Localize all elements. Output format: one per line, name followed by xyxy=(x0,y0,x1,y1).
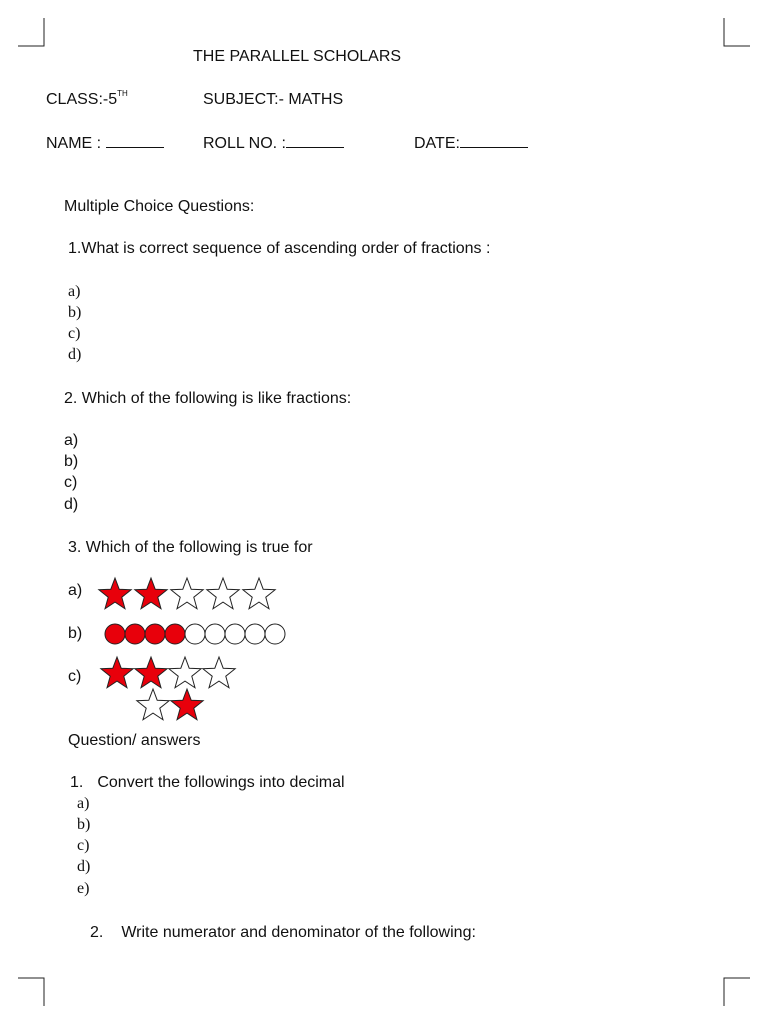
qa-q1-option-c: c) xyxy=(77,837,90,854)
q1-text: 1.What is correct sequence of ascending order of fractions : xyxy=(68,240,491,257)
class-label: CLASS:-5 xyxy=(46,91,118,108)
crop-mark-top-left xyxy=(0,0,60,60)
q3-option-a: a) xyxy=(68,582,83,599)
class-field xyxy=(46,91,128,109)
q3b-circle-3-filled xyxy=(145,624,165,644)
q1-option-c: c) xyxy=(68,325,81,342)
q3b-circle-2-filled xyxy=(125,624,145,644)
crop-mark-bottom-right xyxy=(708,964,768,1024)
q3c-row2-star-2-filled xyxy=(171,689,203,720)
qa-q1-number: 1. xyxy=(70,774,84,791)
qa-heading: Question/ answers xyxy=(68,732,201,749)
q3c-row1-star-2-filled xyxy=(135,657,167,688)
q3a-star-4-empty xyxy=(207,578,239,609)
q3b-circle-6-empty xyxy=(205,624,225,644)
qa-q1 xyxy=(70,774,345,792)
class-superscript: TH xyxy=(117,89,128,98)
crop-mark-bottom-left xyxy=(0,964,60,1024)
q2-option-d: d) xyxy=(64,496,79,513)
q3c-row2-star-1-empty xyxy=(137,689,169,720)
roll-label: ROLL NO. : xyxy=(203,135,286,152)
q3-option-c: c) xyxy=(68,668,82,685)
q3b-circle-7-empty xyxy=(225,624,245,644)
q3-option-b: b) xyxy=(68,625,83,642)
school-name: THE PARALLEL SCHOLARS xyxy=(193,48,402,65)
qa-q2 xyxy=(90,924,476,942)
q3a-star-1-filled xyxy=(99,578,131,609)
q3a-star-5-empty xyxy=(243,578,275,609)
q3b-circle-4-filled xyxy=(165,624,185,644)
q3a-star-2-filled xyxy=(135,578,167,609)
q3b-circle-1-filled xyxy=(105,624,125,644)
mcq-heading: Multiple Choice Questions: xyxy=(64,198,255,215)
qa-q2-text: Write numerator and denominator of the following: xyxy=(121,924,476,941)
q1-option-b: b) xyxy=(68,304,82,321)
qa-q1-option-b: b) xyxy=(77,816,91,833)
date-label: DATE: xyxy=(414,135,460,152)
q3-text: 3. Which of the following is true for xyxy=(68,539,313,556)
name-blank[interactable] xyxy=(106,133,164,148)
q2-option-b: b) xyxy=(64,453,79,470)
qa-q1-option-d: d) xyxy=(77,858,91,875)
q3a-star-3-empty xyxy=(171,578,203,609)
qa-q1-option-a: a) xyxy=(77,795,90,812)
name-label: NAME : xyxy=(46,135,106,152)
q2-text: 2. Which of the following is like fractions: xyxy=(64,390,352,407)
date-blank[interactable] xyxy=(460,133,528,148)
q3-option-c-stars-row2 xyxy=(134,687,214,723)
q3c-row1-star-4-empty xyxy=(203,657,235,688)
subject-label: SUBJECT:- MATHS xyxy=(203,91,344,108)
q3-option-b-circles xyxy=(104,622,294,648)
date-field xyxy=(414,133,528,153)
crop-mark-top-right xyxy=(708,0,768,60)
q3-option-c-stars-row1 xyxy=(98,655,248,691)
qa-q1-option-e: e) xyxy=(77,880,90,897)
q3b-circle-8-empty xyxy=(245,624,265,644)
name-field xyxy=(46,133,164,153)
q3b-circle-5-empty xyxy=(185,624,205,644)
roll-blank[interactable] xyxy=(286,133,344,148)
q3b-circle-9-empty xyxy=(265,624,285,644)
roll-field xyxy=(203,133,344,153)
q2-option-c: c) xyxy=(64,474,78,491)
q2-option-a: a) xyxy=(64,432,79,449)
q3c-row1-star-3-empty xyxy=(169,657,201,688)
q3c-row1-star-1-filled xyxy=(101,657,133,688)
q1-option-a: a) xyxy=(68,283,81,300)
q1-option-d: d) xyxy=(68,346,82,363)
qa-q2-number: 2. xyxy=(90,924,104,941)
qa-q1-text: Convert the followings into decimal xyxy=(97,774,345,791)
q3-option-a-stars xyxy=(96,576,286,612)
